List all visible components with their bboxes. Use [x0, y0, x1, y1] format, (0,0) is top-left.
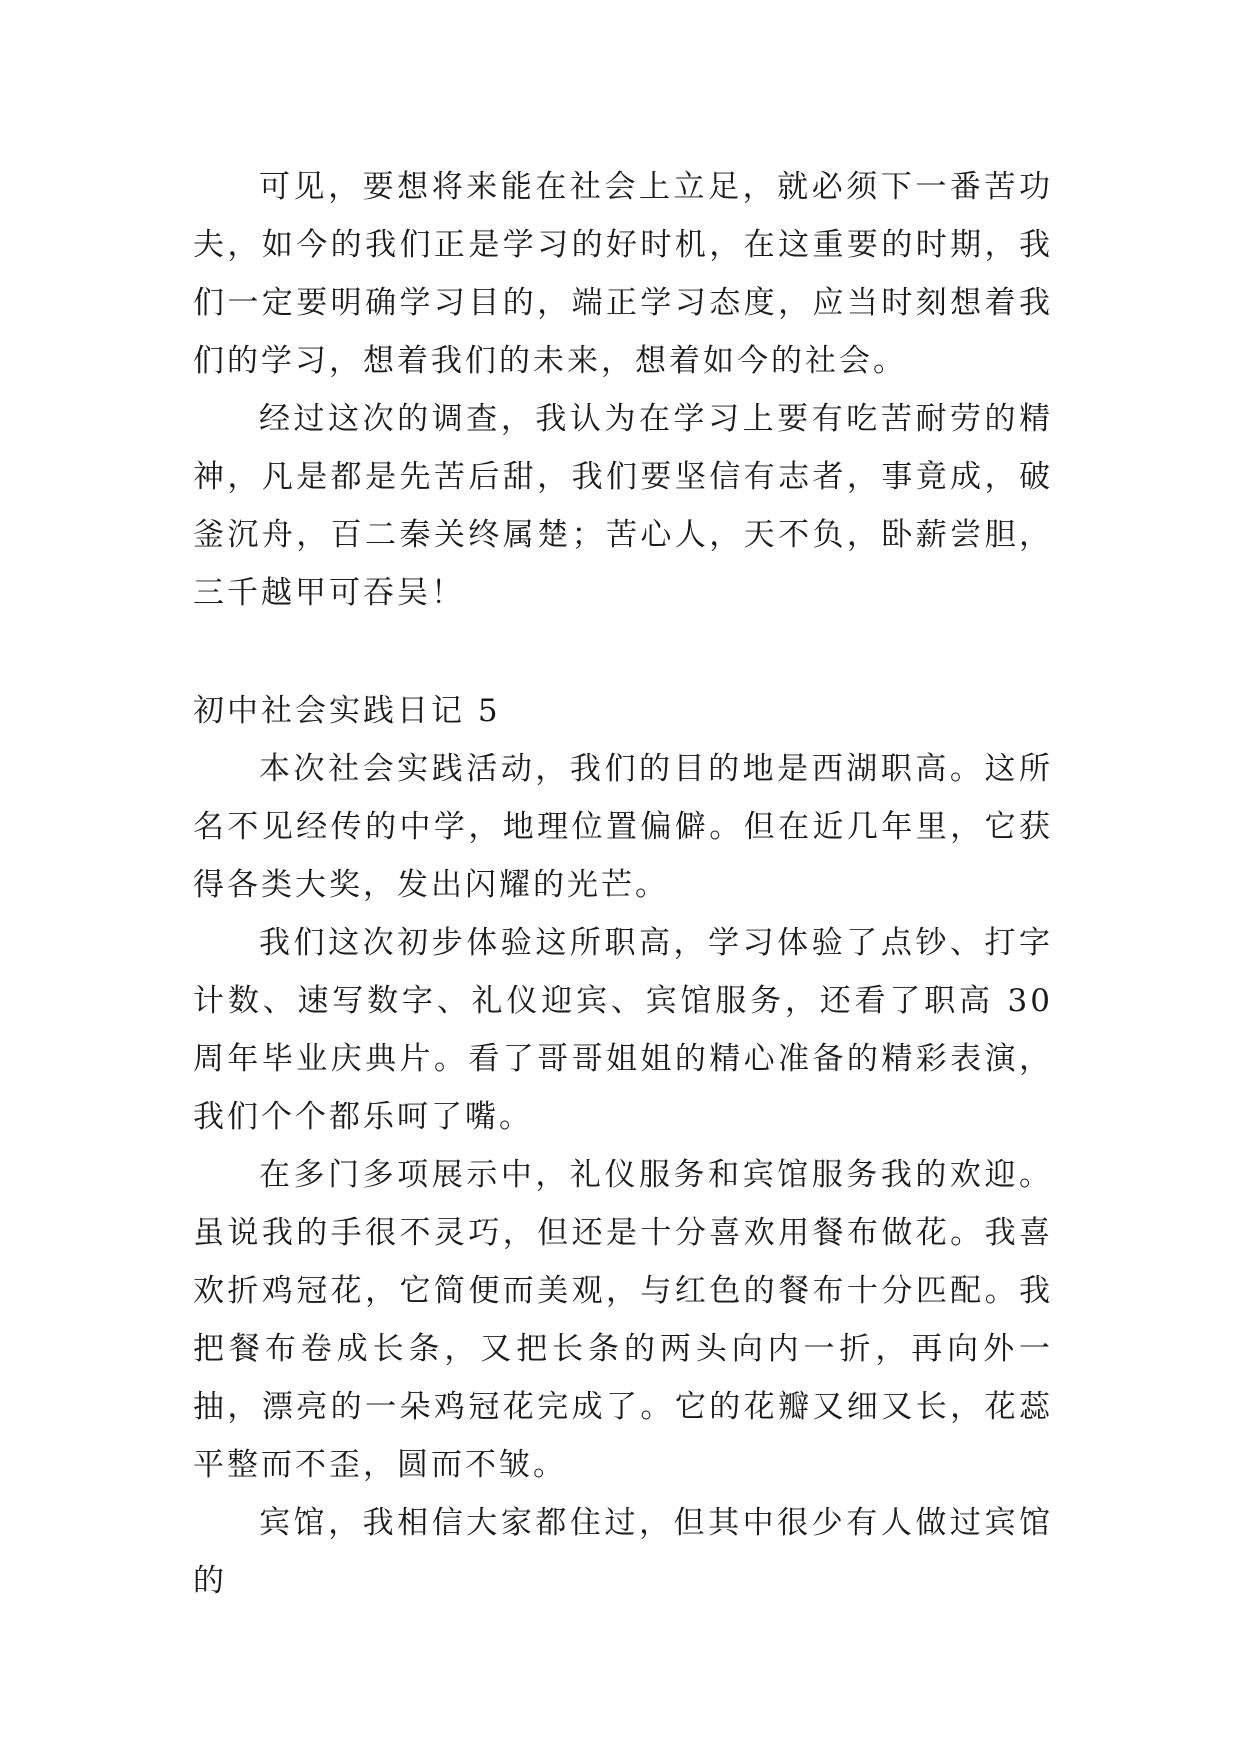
- section-title: 初中社会实践日记 5: [193, 693, 501, 729]
- paragraph-napkin-folding: 在多门多项展示中，礼仪服务和宾馆服务我的欢迎。虽说我的手很不灵巧，但还是十分喜欢用餐布做花。我喜欢折鸡冠花，它简便而美观，与红色的餐布十分匹配。我把餐布卷成长条，又把长条的两头向内一折，再向外一抽，漂亮的一朵鸡冠花完成了。它的花瓣又细又长，花蕊平整而不歪，圆而不皱。: [193, 1157, 1053, 1483]
- paragraph-destination: 本次社会实践活动，我们的目的地是西湖职高。这所名不见经传的中学，地理位置偏僻。但在近几年里，它获得各类大奖，发出闪耀的光芒。: [193, 751, 1053, 903]
- paragraph-practice-reflection: 可见，要想将来能在社会上立足，就必须下一番苦功夫，如今的我们正是学习的好时机，在这重要的时期，我们一定要明确学习目的，端正学习态度，应当时刻想着我们的学习，想着我们的未来，想着如今的社会。: [193, 169, 1053, 379]
- paragraph-hotel: 宾馆，我相信大家都住过，但其中很少有人做过宾馆的: [193, 1505, 1053, 1599]
- paragraph-experience: 我们这次初步体验这所职高，学习体验了点钞、打字计数、速写数字、礼仪迎宾、宾馆服务，还看了职高 30 周年毕业庆典片。看了哥哥姐姐的精心准备的精彩表演，我们个个都乐呵了嘴。: [193, 925, 1053, 1135]
- paragraph-survey-conclusion: 经过这次的调查，我认为在学习上要有吃苦耐劳的精神，凡是都是先苦后甜，我们要坚信有志者，事竟成，破釜沉舟，百二秦关终属楚；苦心人，天不负，卧薪尝胆，三千越甲可吞吴！: [193, 401, 1053, 611]
- document-page: [193, 158, 1053, 1610]
